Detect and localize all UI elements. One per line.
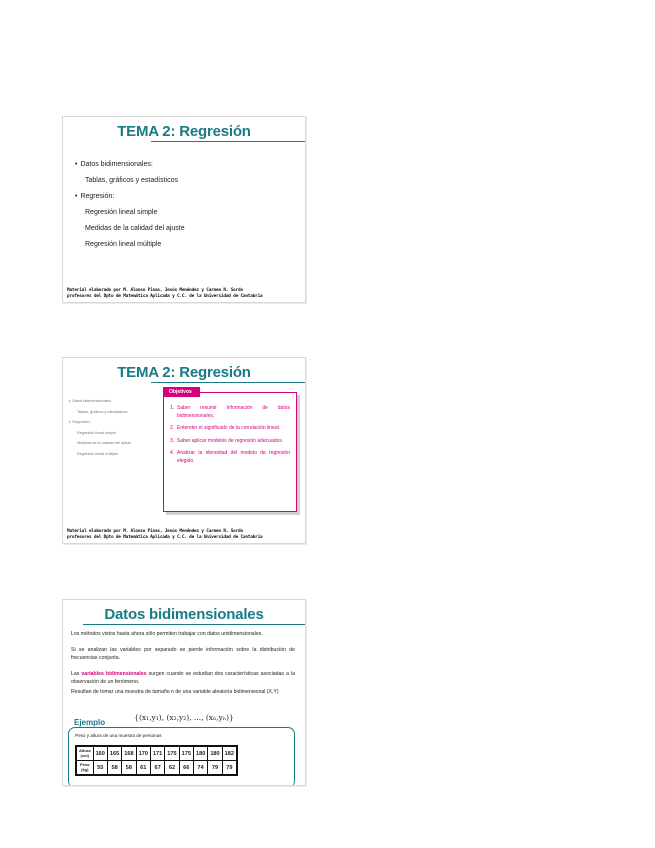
table-cell: 55 — [93, 761, 107, 776]
table-row — [76, 761, 237, 776]
example-text: Peso y altura de una muestra de personas — [75, 733, 162, 738]
list-item: • Datos bidimensionales: — [69, 396, 131, 407]
credit-text — [67, 288, 303, 299]
slide-tema2-objectives — [62, 357, 306, 544]
credit-line-2: profesores del Dpto de Matemática Aplicada y C.C. de la Universidad de Cantabria — [67, 293, 263, 299]
list-item: • Datos bidimensionales: — [75, 157, 185, 173]
slide-tema2-intro — [62, 116, 306, 303]
objective-item — [170, 405, 290, 420]
table-cell: 74 — [193, 761, 207, 776]
slide-title: TEMA 2: Regresión — [117, 123, 251, 140]
objective-number: 2. — [170, 425, 175, 432]
credit-line-1: Material elaborado por M. Alonso Pinas, Jesús Menéndez y Carmen N. Sordo — [67, 288, 243, 293]
objective-text: Saber aplicar modelos de regresión adecuados. — [177, 437, 284, 444]
table-cell: 165 — [107, 746, 121, 761]
title-rule — [151, 382, 305, 383]
objective-text: Entender el significado de la correlación lineal. — [177, 425, 281, 432]
example-title: Ejemplo — [74, 718, 106, 727]
credit-line-1: Material elaborado por M. Alonso Pinas, Jesús Menéndez y Carmen N. Sordo — [67, 529, 243, 534]
paragraph-2: Si se analizan las variables por separado se pierde información sobre la distribución de frecuencias conjunta. — [71, 647, 295, 661]
objectives-box — [163, 389, 297, 512]
highlight-term: variables bidimensionales — [81, 671, 147, 677]
objective-text: Saber resumir información de datos bidimensionales. — [177, 405, 290, 419]
table-cell: 182 — [222, 746, 237, 761]
objectives-tag: Objetivos — [163, 387, 200, 397]
table-cell: 79 — [208, 761, 222, 776]
table-cell: 58 — [107, 761, 121, 776]
objective-text: Analizar la idoneidad del modelo de regresión elegido. — [177, 450, 290, 464]
objective-item — [170, 425, 290, 433]
list-item: Medidas de la calidad del ajuste — [77, 441, 132, 445]
list-item: Regresión lineal múltiple — [85, 241, 162, 248]
objective-number: 1. — [170, 405, 175, 411]
objective-number: 3. — [170, 437, 175, 444]
list-item: Regresión lineal múltiple — [77, 451, 119, 456]
sample-formula: {(x₁,y₁), (x₂,y₂), ..., (xₙ,yₙ)} — [134, 713, 234, 722]
table-cell: 175 — [179, 746, 193, 761]
topic-list — [75, 157, 185, 253]
slide-datos-bidimensionales — [62, 599, 306, 786]
table-cell: 175 — [165, 746, 179, 761]
table-cell: 66 — [179, 761, 193, 776]
slide-title: TEMA 2: Regresión — [117, 364, 251, 381]
objective-number: 4. — [170, 450, 175, 457]
slide-title: Datos bidimensionales — [104, 606, 264, 623]
table-cell: 67 — [150, 761, 164, 776]
objective-item — [170, 438, 290, 446]
data-table — [75, 745, 238, 776]
table-cell: 171 — [150, 746, 164, 761]
list-item: Tablas, gráficos y estadísticos — [77, 409, 128, 414]
paragraph-4: Resultan de tomar una muestra de tamaño n de una variable aleatoria bidimensional (X,Y) — [71, 689, 279, 695]
paragraph-1: Los métodos vistos hasta ahora sólo permiten trabajar con datos unidimensionales. — [71, 631, 263, 637]
paragraph-3-pre: Las — [71, 671, 80, 677]
table-cell: 61 — [136, 761, 150, 776]
table-cell: 79 — [222, 761, 237, 776]
table-cell: 160 — [93, 746, 107, 761]
table-cell: 62 — [165, 761, 179, 776]
paragraph-3-post: surgen cuando se estudian dos características asociadas a la observación de un fenómeno. — [71, 671, 295, 685]
list-item: • Regresión: — [69, 417, 131, 428]
objectives-list — [170, 405, 290, 471]
row-header: Altura (cm) — [76, 746, 93, 761]
list-item: • Regresión: — [75, 189, 185, 205]
table-cell: 180 — [208, 746, 222, 761]
credit-line-2: profesores del Dpto de Matemática Aplicada y C.C. de la Universidad de Cantabria — [67, 534, 263, 540]
list-item: Tablas, gráficos y estadísticos — [85, 177, 178, 184]
list-item: Regresión lineal simple — [85, 209, 158, 216]
row-header: Peso (kg) — [76, 761, 93, 776]
title-rule — [83, 624, 305, 625]
table-cell: 180 — [193, 746, 207, 761]
title-rule — [151, 141, 305, 142]
table-cell: 168 — [122, 746, 136, 761]
list-item: Regresión lineal simple — [77, 430, 117, 435]
credit-text — [67, 529, 303, 540]
table-row — [76, 746, 237, 761]
table-cell: 58 — [122, 761, 136, 776]
paragraph-3 — [71, 670, 295, 686]
list-item: Medidas de la calidad del ajuste — [85, 225, 185, 232]
objective-item — [170, 450, 290, 465]
topic-list-faded — [69, 396, 131, 459]
table-cell: 170 — [136, 746, 150, 761]
